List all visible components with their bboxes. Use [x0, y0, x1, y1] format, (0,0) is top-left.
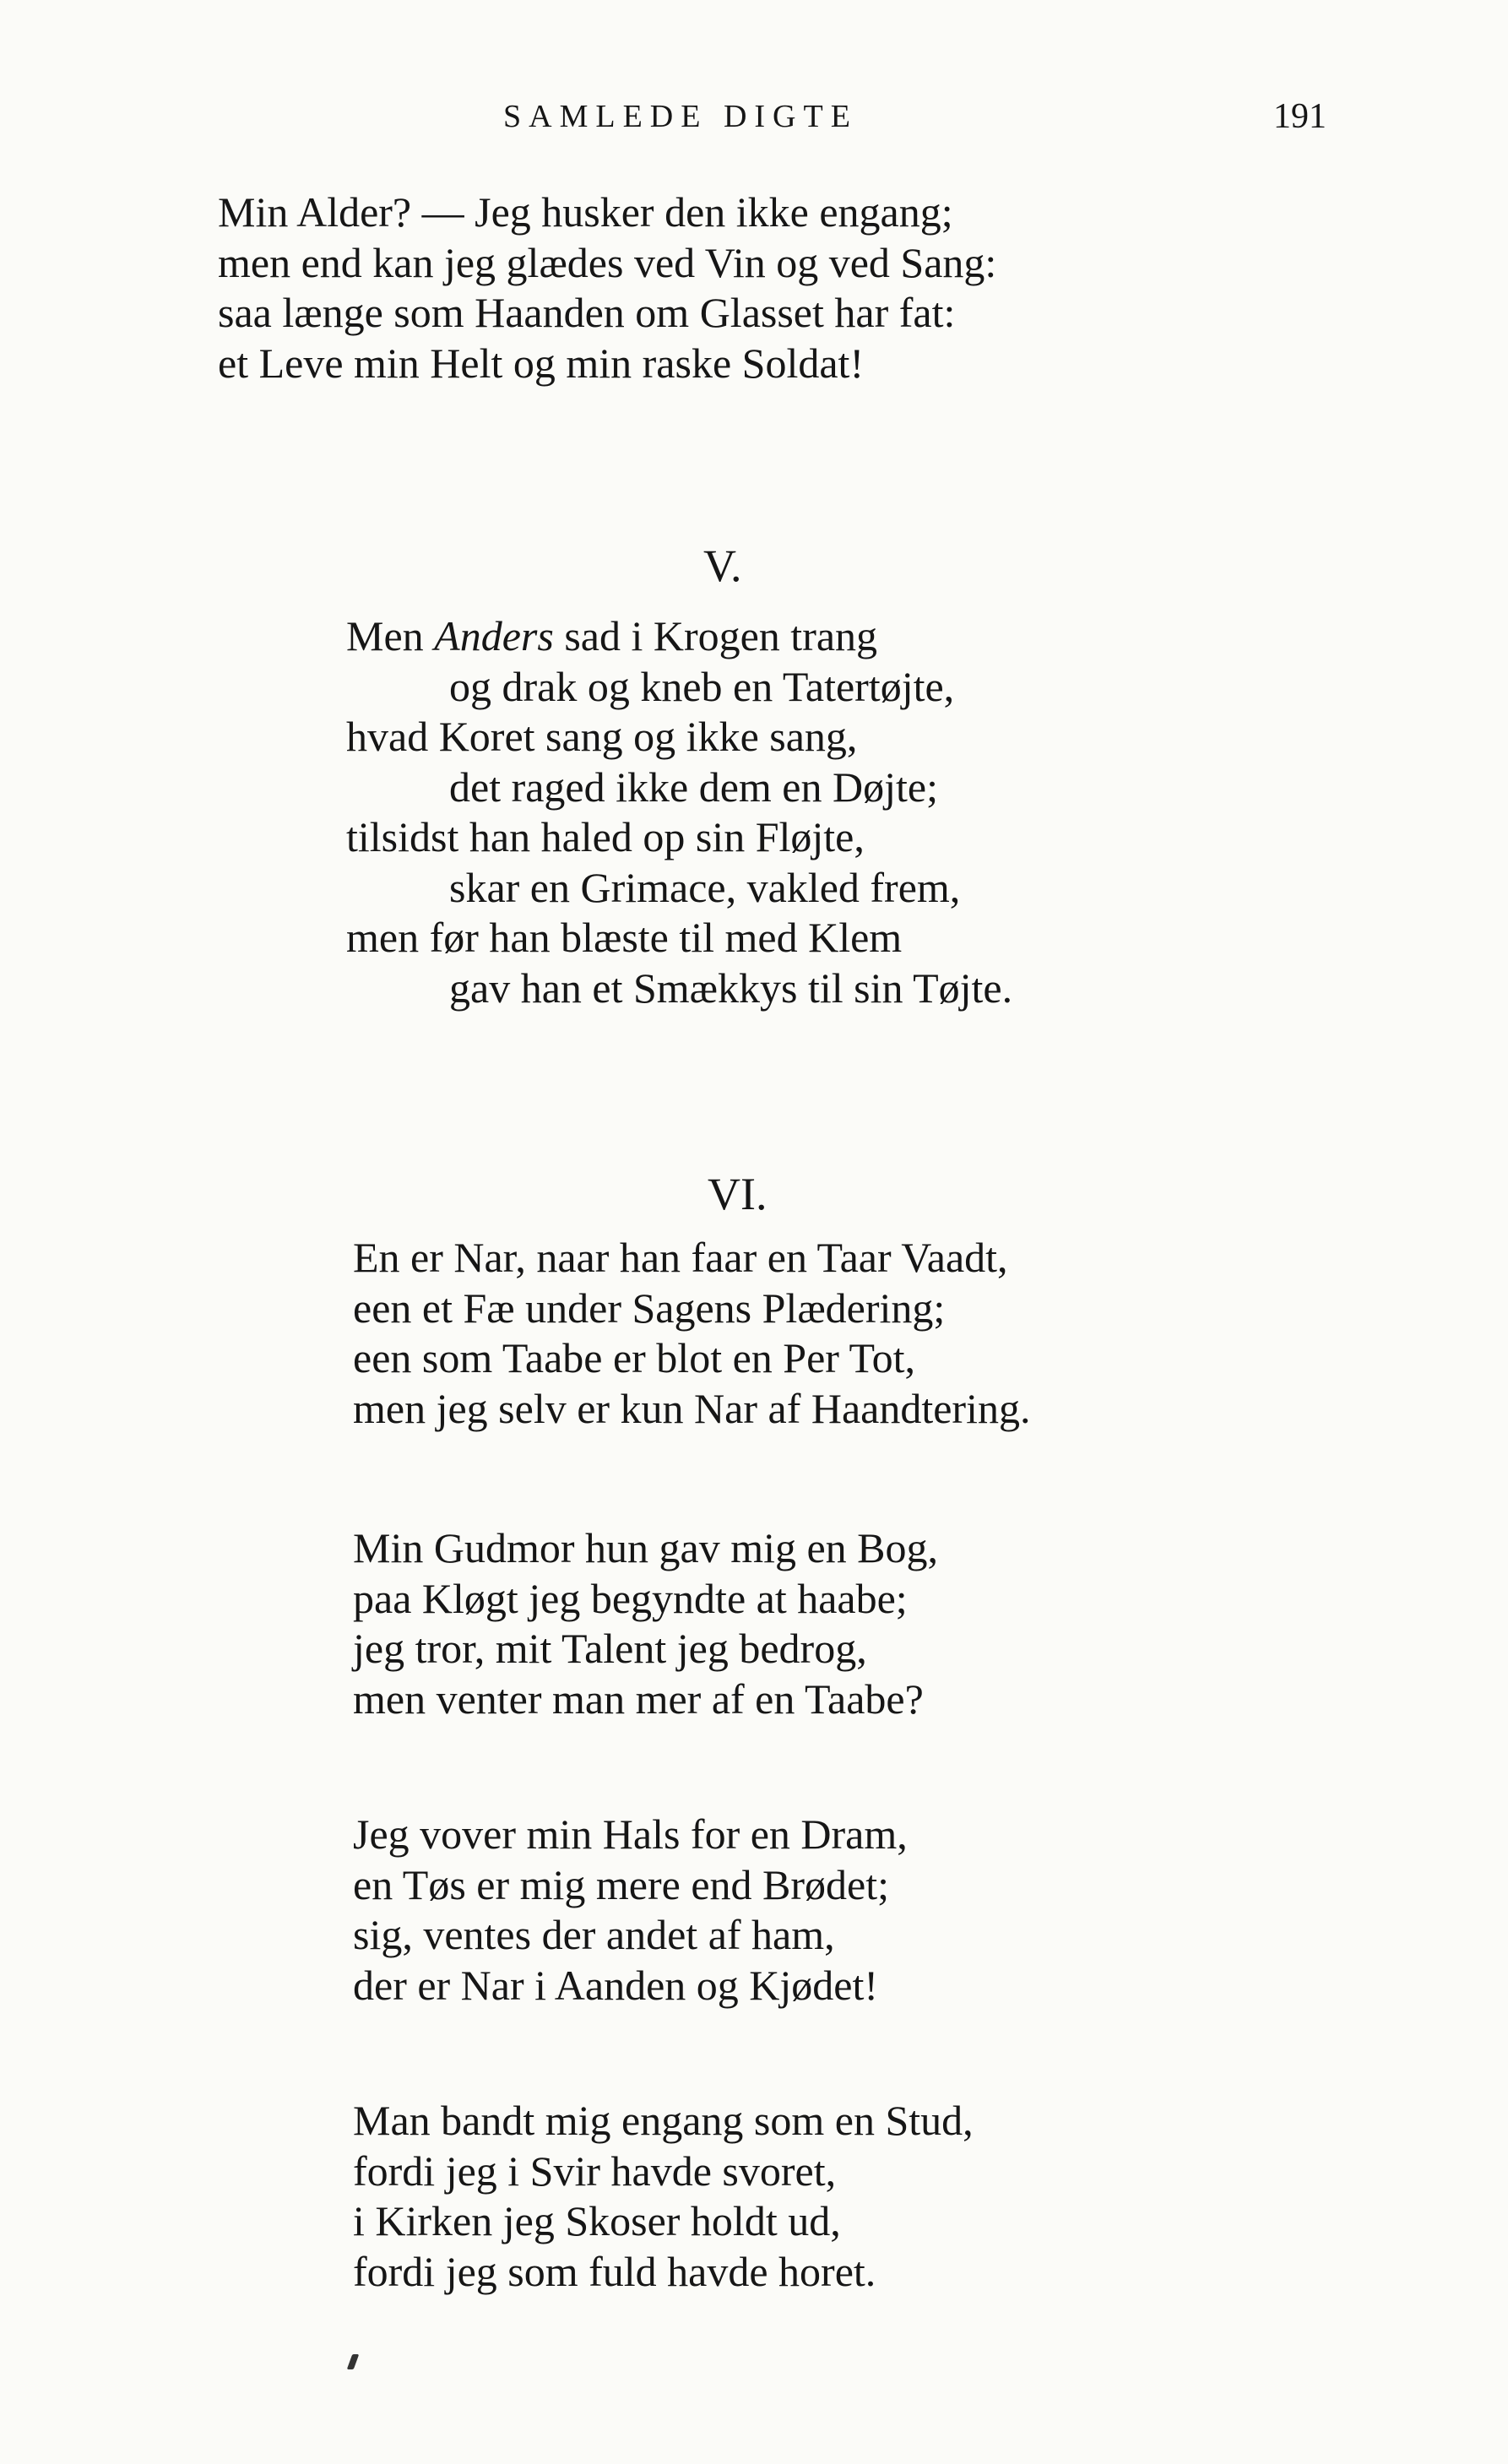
verse-line: Men Anders sad i Krogen trang — [346, 612, 878, 659]
verse-line: En er Nar, naar han faar en Taar Vaadt, — [353, 1234, 1008, 1281]
stanza-vi-2 — [353, 1523, 938, 1724]
verse-line: jeg tror, mit Talent jeg bedrog, — [353, 1625, 867, 1672]
stanza-vi-3 — [353, 1810, 908, 2011]
verse-line: een et Fæ under Sagens Plædering; — [353, 1284, 946, 1332]
verse-line: skar en Grimace, vakled frem, — [449, 863, 961, 911]
ink-speck — [347, 2354, 360, 2369]
verse-line: Jeg vover min Hals for en Dram, — [353, 1810, 908, 1858]
verse-line: og drak og kneb en Tatertøjte, — [449, 662, 955, 710]
verse-line: tilsidst han haled op sin Fløjte, — [346, 813, 865, 860]
verse-line: fordi jeg i Svir havde svoret, — [353, 2147, 837, 2195]
verse-line: men venter man mer af en Taabe? — [353, 1674, 924, 1723]
verse-line: et Leve min Helt og min raske Soldat! — [218, 339, 865, 387]
verse-line: paa Kløgt jeg begyndte at haabe; — [353, 1574, 908, 1622]
page-number: 191 — [1273, 97, 1326, 136]
verse-line: saa længe som Haanden om Glasset har fat: — [218, 289, 956, 336]
verse-line: men før han blæste til med Klem — [346, 914, 903, 961]
verse-line: men jeg selv er kun Nar af Haandtering. — [353, 1384, 1031, 1432]
stanza-vi-1 — [353, 1233, 1030, 1434]
verse-line: Min Alder? — Jeg husker den ikke engang; — [218, 188, 953, 236]
stanza-vi-4 — [353, 2096, 974, 2297]
verse-line: een som Taabe er blot en Per Tot, — [353, 1334, 915, 1381]
verse-line: fordi jeg som fuld havde horet. — [353, 2247, 876, 2295]
verse-line: hvad Koret sang og ikke sang, — [346, 713, 858, 760]
verse-line: Man bandt mig engang som en Stud, — [353, 2097, 974, 2144]
running-header — [0, 91, 1508, 142]
verse-line: Min Gudmor hun gav mig en Bog, — [353, 1524, 939, 1571]
verse-line: sig, ventes der andet af ham, — [353, 1911, 835, 1958]
verse-line: gav han et Smækkys til sin Tøjte. — [449, 963, 1013, 1012]
section-heading-v: V. — [703, 540, 742, 591]
section-heading-vi: VI. — [708, 1169, 768, 1219]
stanza-1 — [218, 187, 996, 388]
verse-line: en Tøs er mig mere end Brødet; — [353, 1860, 890, 1908]
verse-line: det raged ikke dem en Døjte; — [449, 763, 938, 811]
verse-line: der er Nar i Aanden og Kjødet! — [353, 1961, 878, 2009]
stanza-v — [346, 611, 1012, 1013]
verse-line: men end kan jeg glædes ved Vin og ved Sang: — [218, 238, 997, 286]
verse-line: i Kirken jeg Skoser holdt ud, — [353, 2197, 841, 2244]
running-title: SAMLEDE DIGTE — [503, 99, 858, 134]
italic-name: Anders — [434, 612, 554, 659]
